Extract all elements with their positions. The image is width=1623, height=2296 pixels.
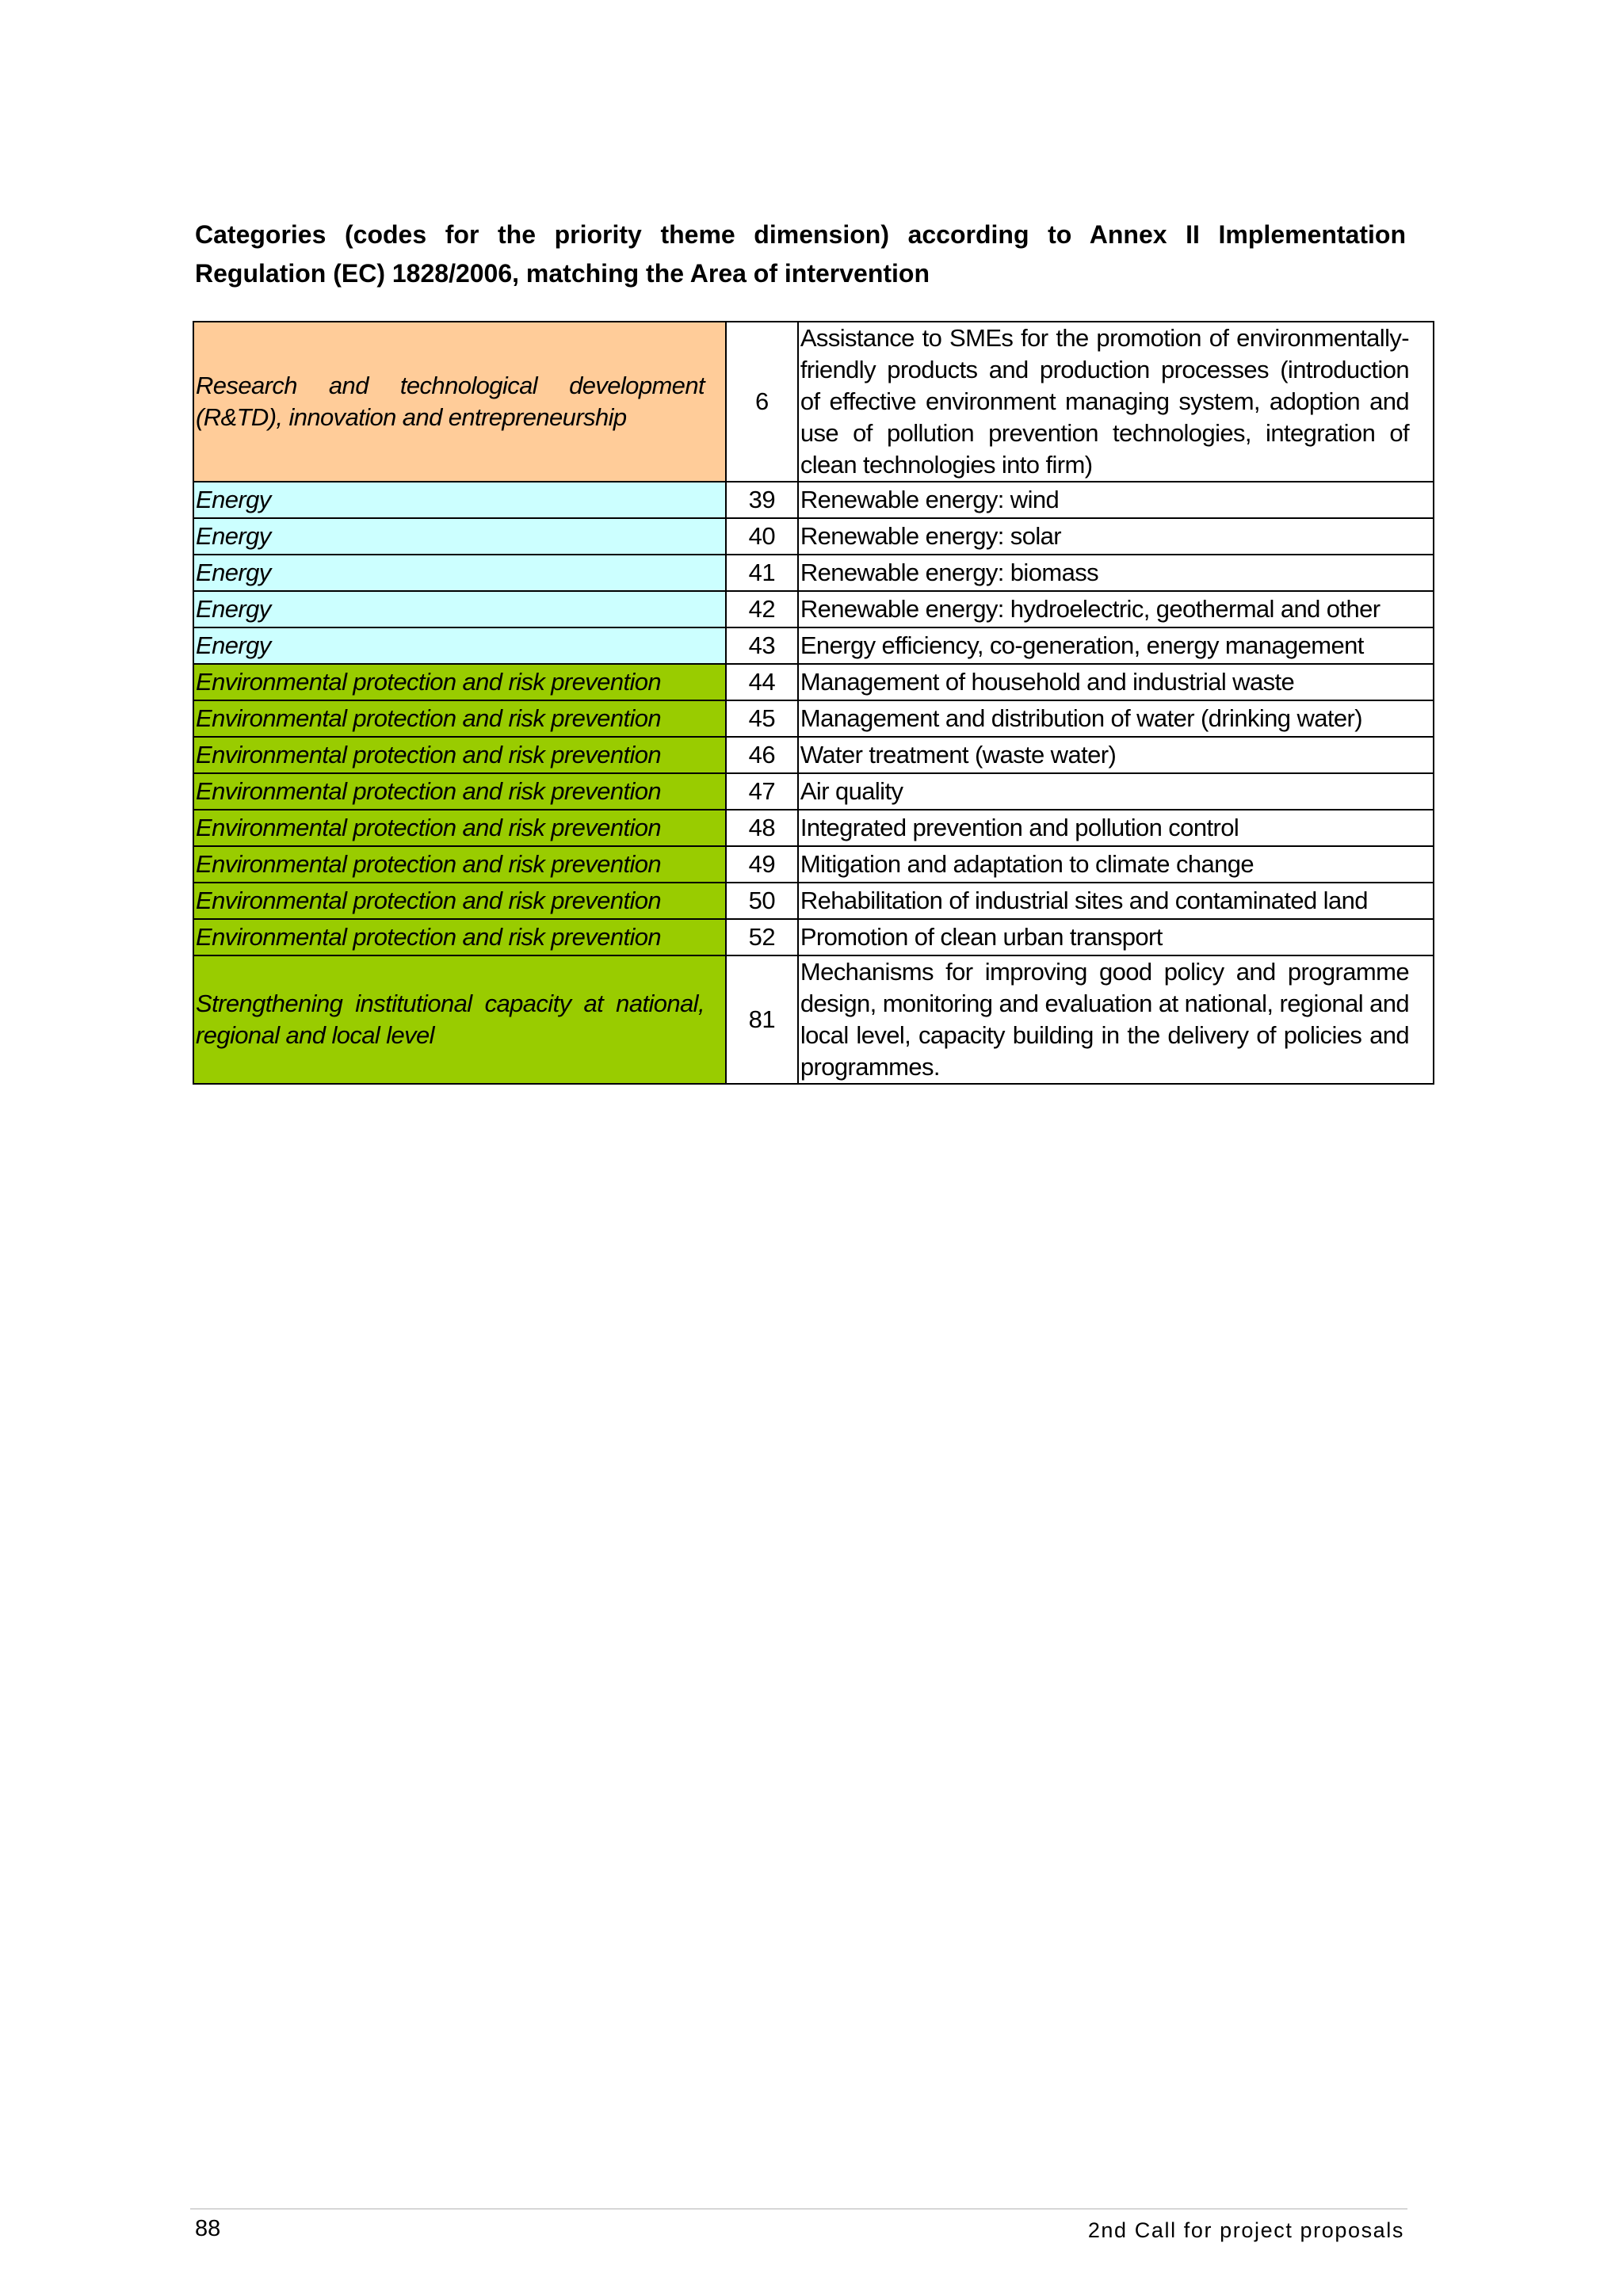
area-cell: Energy bbox=[193, 591, 726, 627]
table-row bbox=[193, 883, 1434, 919]
area-cell: Environmental protection and risk prevention bbox=[193, 883, 726, 919]
description-cell: Rehabilitation of industrial sites and contaminated land bbox=[798, 883, 1434, 919]
area-cell: Energy bbox=[193, 518, 726, 555]
table-row bbox=[193, 322, 1434, 482]
code-cell: 41 bbox=[726, 555, 798, 591]
description-cell: Mechanisms for improving good policy and programme design, monitoring and evaluation at national, regional and local level, capacity building in the delivery of policies and programmes. bbox=[798, 955, 1434, 1084]
table-row bbox=[193, 627, 1434, 664]
area-cell: Environmental protection and risk prevention bbox=[193, 846, 726, 883]
categories-table bbox=[193, 321, 1434, 1085]
footer-title: 2nd Call for project proposals bbox=[1087, 2218, 1404, 2242]
code-cell: 49 bbox=[726, 846, 798, 883]
area-cell: Environmental protection and risk prevention bbox=[193, 700, 726, 737]
code-cell: 43 bbox=[726, 627, 798, 664]
description-cell: Management and distribution of water (drinking water) bbox=[798, 700, 1434, 737]
area-cell: Environmental protection and risk prevention bbox=[193, 664, 726, 700]
description-cell: Renewable energy: solar bbox=[798, 518, 1434, 555]
table-row bbox=[193, 810, 1434, 846]
code-cell: 52 bbox=[726, 919, 798, 955]
code-cell: 42 bbox=[726, 591, 798, 627]
area-cell: Energy bbox=[193, 627, 726, 664]
code-cell: 40 bbox=[726, 518, 798, 555]
description-cell: Renewable energy: biomass bbox=[798, 555, 1434, 591]
area-cell: Strengthening institutional capacity at national, regional and local level bbox=[193, 955, 726, 1084]
description-cell: Energy efficiency, co-generation, energy management bbox=[798, 627, 1434, 664]
description-cell: Management of household and industrial waste bbox=[798, 664, 1434, 700]
description-cell: Water treatment (waste water) bbox=[798, 737, 1434, 773]
description-cell: Mitigation and adaptation to climate change bbox=[798, 846, 1434, 883]
page-heading: Categories (codes for the priority theme dimension) according to Annex II Implementation Regulation (EC) 1828/2006, matching the Area of intervention bbox=[195, 220, 1406, 288]
area-cell: Environmental protection and risk prevention bbox=[193, 737, 726, 773]
code-cell: 39 bbox=[726, 482, 798, 518]
description-cell: Renewable energy: wind bbox=[798, 482, 1434, 518]
table-row bbox=[193, 700, 1434, 737]
table-row bbox=[193, 846, 1434, 883]
description-cell: Air quality bbox=[798, 773, 1434, 810]
table-row bbox=[193, 482, 1434, 518]
code-cell: 46 bbox=[726, 737, 798, 773]
table-row bbox=[193, 664, 1434, 700]
code-cell: 6 bbox=[726, 322, 798, 482]
description-cell: Promotion of clean urban transport bbox=[798, 919, 1434, 955]
code-cell: 50 bbox=[726, 883, 798, 919]
area-cell: Environmental protection and risk prevention bbox=[193, 810, 726, 846]
code-cell: 47 bbox=[726, 773, 798, 810]
table-row bbox=[193, 591, 1434, 627]
code-cell: 81 bbox=[726, 955, 798, 1084]
table-row bbox=[193, 555, 1434, 591]
page-number: 88 bbox=[195, 2216, 221, 2241]
footer-divider bbox=[190, 2208, 1407, 2210]
description-cell: Assistance to SMEs for the promotion of environmentally-friendly products and production processes (introduction of effective environment managing system, adoption and use of pollution prevention technologies, integration of clean technologies into firm) bbox=[798, 322, 1434, 482]
table-row bbox=[193, 955, 1434, 1084]
code-cell: 44 bbox=[726, 664, 798, 700]
area-cell: Energy bbox=[193, 482, 726, 518]
table-row bbox=[193, 919, 1434, 955]
table-row bbox=[193, 773, 1434, 810]
area-cell: Environmental protection and risk prevention bbox=[193, 773, 726, 810]
description-cell: Renewable energy: hydroelectric, geothermal and other bbox=[798, 591, 1434, 627]
table-row bbox=[193, 518, 1434, 555]
area-cell: Environmental protection and risk prevention bbox=[193, 919, 726, 955]
code-cell: 48 bbox=[726, 810, 798, 846]
code-cell: 45 bbox=[726, 700, 798, 737]
table-row bbox=[193, 737, 1434, 773]
area-cell: Research and technological development (R&TD), innovation and entrepreneurship bbox=[193, 322, 726, 482]
description-cell: Integrated prevention and pollution control bbox=[798, 810, 1434, 846]
area-cell: Energy bbox=[193, 555, 726, 591]
